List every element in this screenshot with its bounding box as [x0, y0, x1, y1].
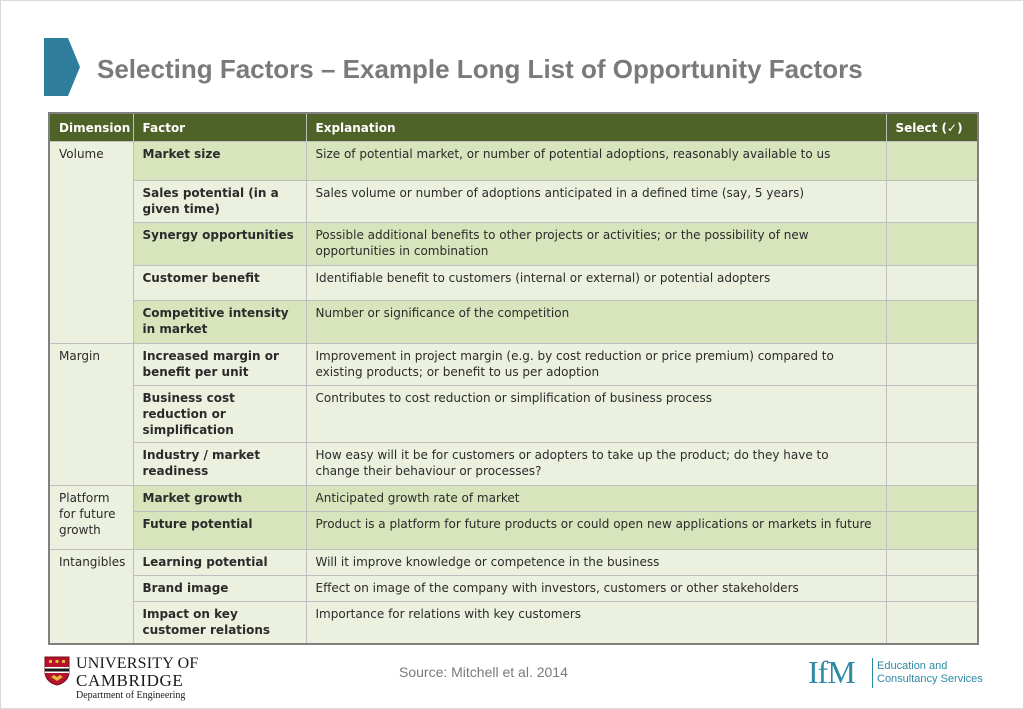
- explanation-cell: Importance for relations with key customers: [306, 602, 886, 644]
- explanation-cell: Possible additional benefits to other projects or activities; or the possibility of new opportunities in combination: [306, 223, 886, 266]
- factor-cell: Brand image: [133, 576, 306, 602]
- table-row: [49, 266, 978, 301]
- factor-cell: Synergy opportunities: [133, 223, 306, 266]
- explanation-cell: Improvement in project margin (e.g. by cost reduction or price premium) compared to existing products; or benefit to us per adoption: [306, 344, 886, 386]
- factor-cell: Future potential: [133, 512, 306, 550]
- factor-cell: Competitive intensity in market: [133, 301, 306, 344]
- select-checkbox-cell[interactable]: [886, 486, 978, 512]
- select-checkbox-cell[interactable]: [886, 602, 978, 644]
- explanation-cell: Size of potential market, or number of potential adoptions, reasonably available to us: [306, 142, 886, 181]
- table-row: [49, 576, 978, 602]
- table-row: [49, 443, 978, 486]
- table-header-row: [49, 113, 978, 142]
- ifm-tagline: [877, 660, 983, 686]
- factor-cell: Learning potential: [133, 550, 306, 576]
- department-name: Department of Engineering: [76, 690, 186, 701]
- university-of-cambridge-logo: [44, 656, 204, 704]
- ifm-wordmark: IfM: [808, 654, 855, 690]
- header-select: Select (✓): [886, 113, 978, 142]
- university-name-line2: CAMBRIDGE: [76, 671, 184, 690]
- explanation-cell: Identifiable benefit to customers (internal or external) or potential adopters: [306, 266, 886, 301]
- dimension-cell: Volume: [49, 142, 133, 344]
- select-checkbox-cell[interactable]: [886, 576, 978, 602]
- explanation-cell: Will it improve knowledge or competence in the business: [306, 550, 886, 576]
- explanation-cell: Number or significance of the competition: [306, 301, 886, 344]
- factor-cell: Industry / market readiness: [133, 443, 306, 486]
- select-checkbox-cell[interactable]: [886, 223, 978, 266]
- select-checkbox-cell[interactable]: [886, 550, 978, 576]
- factor-cell: Business cost reduction or simplification: [133, 386, 306, 443]
- ifm-tagline-line2: Consultancy Services: [877, 673, 983, 685]
- select-checkbox-cell[interactable]: [886, 344, 978, 386]
- page-title: Selecting Factors – Example Long List of Opportunity Factors: [97, 54, 863, 84]
- select-checkbox-cell[interactable]: [886, 301, 978, 344]
- explanation-cell: Sales volume or number of adoptions anticipated in a defined time (say, 5 years): [306, 181, 886, 223]
- dimension-cell: Margin: [49, 344, 133, 486]
- factor-cell: Increased margin or benefit per unit: [133, 344, 306, 386]
- opportunity-factors-table: [48, 112, 979, 645]
- select-checkbox-cell[interactable]: [886, 443, 978, 486]
- table-row: [49, 602, 978, 644]
- dimension-cell: Intangibles: [49, 550, 133, 644]
- explanation-cell: Effect on image of the company with investors, customers or other stakeholders: [306, 576, 886, 602]
- factor-cell: Market size: [133, 142, 306, 181]
- factor-cell: Customer benefit: [133, 266, 306, 301]
- table-row: [49, 386, 978, 443]
- header-factor: Factor: [133, 113, 306, 142]
- explanation-cell: Contributes to cost reduction or simplification of business process: [306, 386, 886, 443]
- factor-cell: Market growth: [133, 486, 306, 512]
- table-row: [49, 344, 978, 386]
- table-row: [49, 301, 978, 344]
- chevron-marker-icon: [44, 38, 80, 96]
- explanation-cell: How easy will it be for customers or adopters to take up the product; do they have to change their behaviour or processes?: [306, 443, 886, 486]
- explanation-cell: Anticipated growth rate of market: [306, 486, 886, 512]
- ifm-divider: [872, 658, 873, 688]
- ifm-tagline-line1: Education and: [877, 660, 948, 672]
- explanation-cell: Product is a platform for future products or could open new applications or markets in future: [306, 512, 886, 550]
- factor-cell: Impact on key customer relations: [133, 602, 306, 644]
- header-explanation: Explanation: [306, 113, 886, 142]
- table-row: [49, 223, 978, 266]
- table-row: [49, 181, 978, 223]
- select-checkbox-cell[interactable]: [886, 266, 978, 301]
- select-checkbox-cell[interactable]: [886, 386, 978, 443]
- ifm-logo: [808, 654, 988, 694]
- select-checkbox-cell[interactable]: [886, 181, 978, 223]
- table-row: [49, 512, 978, 550]
- factor-cell: Sales potential (in a given time): [133, 181, 306, 223]
- cambridge-crest-icon: [44, 656, 70, 686]
- table-row: [49, 486, 978, 512]
- dimension-cell: Platform for future growth: [49, 486, 133, 550]
- header-dimension: Dimension: [49, 113, 133, 142]
- select-checkbox-cell[interactable]: [886, 512, 978, 550]
- table-row: [49, 550, 978, 576]
- table-row: [49, 142, 978, 181]
- university-name-line1: UNIVERSITY OF: [76, 655, 199, 672]
- source-citation: Source: Mitchell et al. 2014: [399, 664, 568, 680]
- select-checkbox-cell[interactable]: [886, 142, 978, 181]
